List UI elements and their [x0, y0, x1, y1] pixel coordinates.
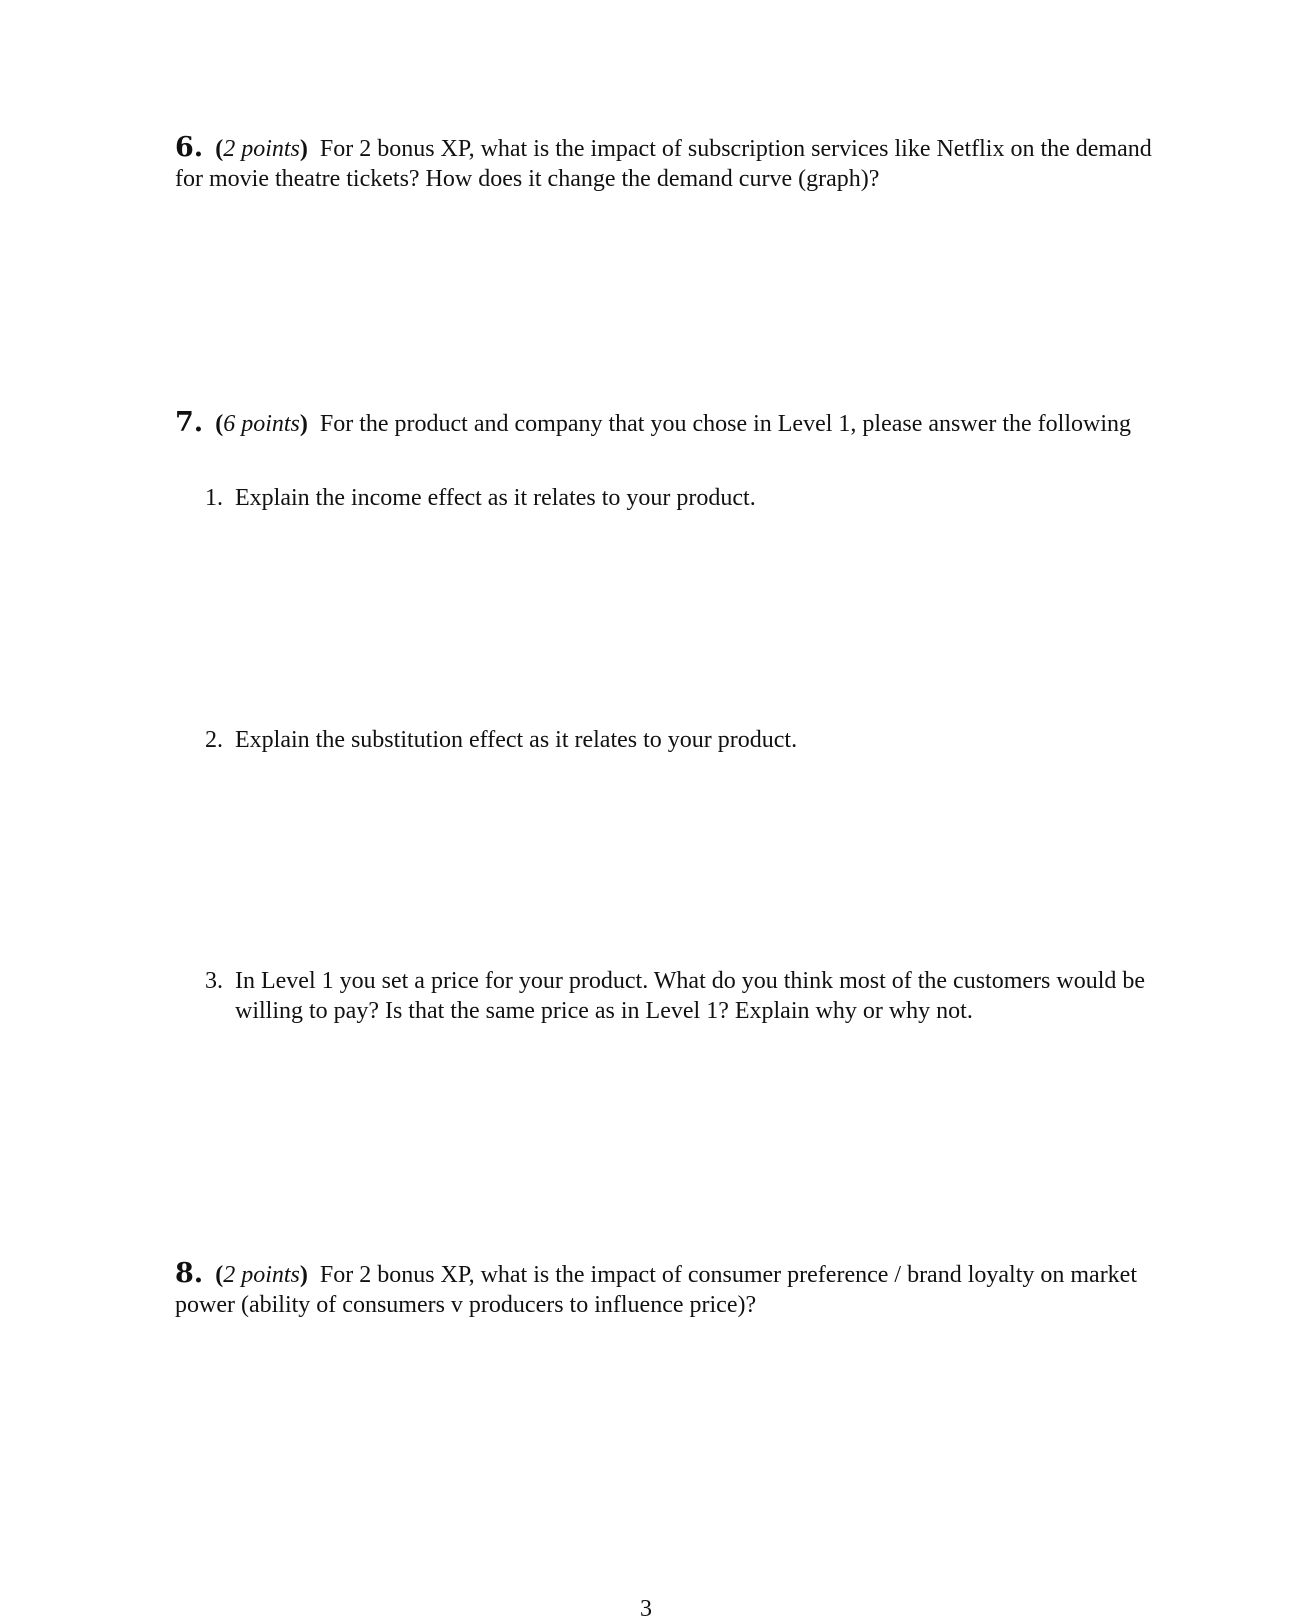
subitem-3	[205, 966, 1165, 1026]
subitem-number: 3.	[205, 968, 223, 994]
page-number: 3	[640, 1596, 652, 1622]
question-number: 8.	[175, 1258, 204, 1289]
subitem-1	[205, 483, 1165, 513]
question-text: For the product and company that you chose in Level 1, please answer the following	[319, 411, 1131, 437]
question-points: 2 points	[223, 136, 300, 162]
question-points: 6 points	[223, 411, 300, 437]
question-text: For 2 bonus XP, what is the impact of consumer preference / brand loyalty on market power (ability of consumers v producers to influence price)?	[175, 1262, 1137, 1318]
question-8: 8. (2 points) For 2 bonus XP, what is the impact of consumer preference / brand loyalty on market power (ability of consumers v producers to influence price)?	[175, 1258, 1137, 1318]
subitem-text: Explain the substitution effect as it relates to your product.	[235, 727, 798, 753]
subitem-text: In Level 1 you set a price for your product. What do you think most of the customers would be willing to pay? Is that the same price as in Level 1? Explain why or why not.	[235, 968, 1146, 1024]
subitem-number: 2.	[205, 727, 223, 753]
question-points: 2 points	[223, 1262, 300, 1288]
question-number: 7.	[175, 407, 204, 438]
subitem-text: Explain the income effect as it relates to your product.	[235, 485, 756, 511]
subitem-2	[205, 725, 1165, 755]
question-6: 6. (2 points) For 2 bonus XP, what is the impact of subscription services like Netflix on the demand for movie theatre tickets? How does it change the demand curve (graph)?	[175, 132, 1152, 192]
subitem-number: 1.	[205, 485, 223, 511]
question-text: For 2 bonus XP, what is the impact of subscription services like Netflix on the demand for movie theatre tickets? How does it change the demand curve (graph)?	[175, 136, 1152, 192]
question-7: 7. (6 points) For the product and company that you chose in Level 1, please answer the following	[175, 407, 1131, 438]
question-number: 6.	[175, 132, 204, 163]
